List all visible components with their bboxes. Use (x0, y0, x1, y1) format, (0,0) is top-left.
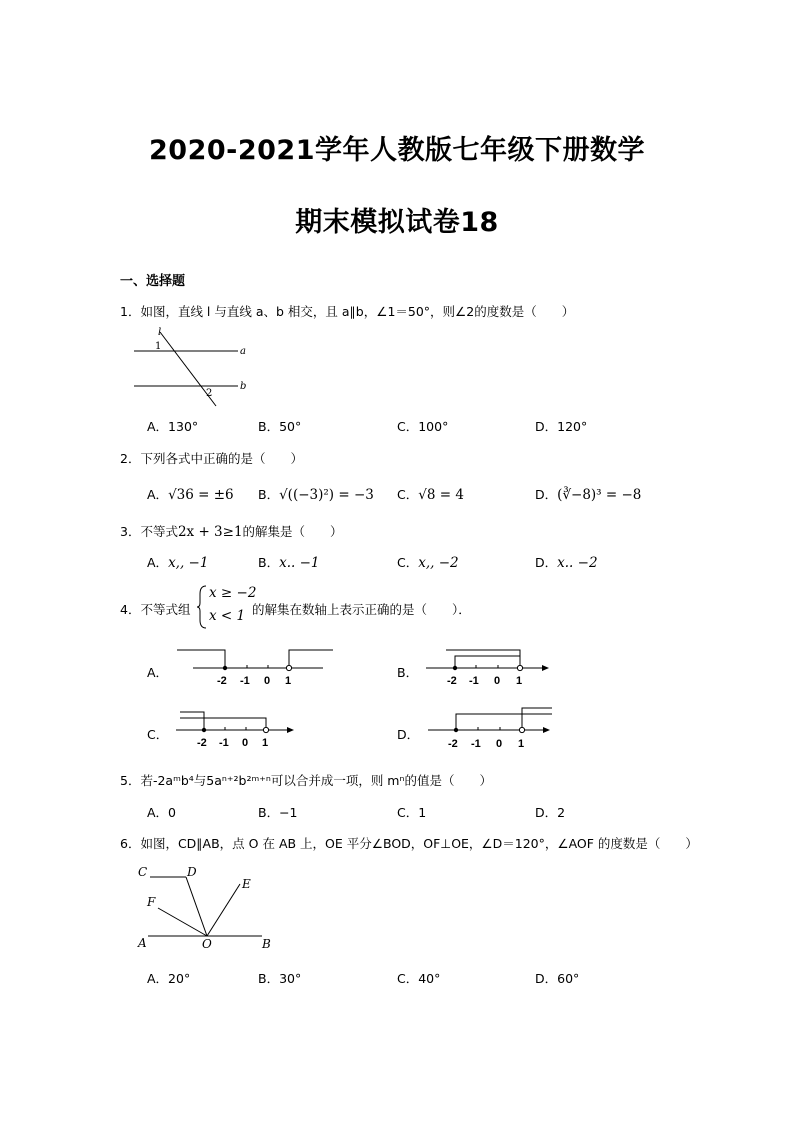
section-heading: 一、选择题 (120, 274, 186, 289)
fig6-label-o: O (202, 937, 212, 951)
q2-option-d[interactable]: D．(∛−8)³ = −8 (535, 487, 642, 503)
svg-text:1: 1 (518, 738, 525, 750)
q4-brace (196, 584, 208, 630)
q3-option-d[interactable]: D．x.. −2 (535, 555, 598, 571)
q4-system-line-2: x < 1 (209, 608, 246, 624)
fig6-label-f: F (147, 895, 156, 909)
q6-option-a[interactable]: A．20° (147, 971, 191, 986)
q4-option-c-number-line[interactable] (172, 708, 298, 752)
q4-option-b-label[interactable]: B． (397, 665, 419, 680)
svg-text:-2: -2 (447, 675, 457, 687)
svg-text:0: 0 (264, 675, 271, 687)
q4-option-b-number-line[interactable] (424, 644, 552, 688)
svg-text:0: 0 (242, 737, 249, 749)
q5-option-c[interactable]: C．1 (397, 805, 427, 820)
fig1-label-l: l (158, 327, 162, 338)
fig1-label-2: 2 (206, 388, 213, 399)
svg-text:1: 1 (262, 737, 269, 749)
fig6-label-c: C (138, 865, 148, 879)
q5-option-d[interactable]: D．2 (535, 805, 566, 820)
svg-text:-1: -1 (219, 737, 229, 749)
q6-option-c[interactable]: C．40° (397, 971, 441, 986)
fig1-label-b: b (240, 381, 247, 392)
question-4-suffix: 的解集在数轴上表示正确的是（ ）． (252, 602, 471, 617)
svg-text:0: 0 (496, 738, 503, 750)
title-line-2: 期末模拟试卷18 (295, 207, 499, 238)
title-line-1: 2020-2021学年人教版七年级下册数学 (149, 135, 645, 166)
svg-text:-2: -2 (197, 737, 207, 749)
fig6-label-a: A (138, 936, 147, 950)
question-4-prefix: 4．不等式组 (120, 602, 191, 617)
question-5-text: 5．若-2aᵐb⁴与5aⁿ⁺²b²ᵐ⁺ⁿ可以合并成一项，则 mⁿ的值是（ ） (120, 773, 492, 788)
question-1-text: 1．如图，直线 l 与直线 a、b 相交，且 a∥b，∠1＝50°，则∠2的度数是（ ） (120, 304, 575, 319)
q4-option-c-label[interactable]: C． (147, 727, 169, 742)
q2-option-b-expr: √((−3)²) = −3 (279, 487, 374, 503)
fig1-label-1: 1 (155, 341, 162, 352)
question-2-text: 2．下列各式中正确的是（ ） (120, 451, 303, 466)
q2-option-a[interactable]: A．√36 = ±6 (147, 487, 234, 503)
svg-text:1: 1 (516, 675, 523, 687)
fig6-label-d: D (187, 865, 197, 879)
svg-text:-1: -1 (471, 738, 481, 750)
q1-option-b[interactable]: B．50° (258, 419, 302, 434)
q4-option-d-label[interactable]: D． (397, 727, 420, 742)
question-6-figure (136, 862, 276, 954)
fig6-label-b: B (262, 937, 271, 951)
q2-option-b[interactable]: B．√((−3)²) = −3 (258, 487, 374, 503)
q5-option-a[interactable]: A．0 (147, 805, 177, 820)
q3-option-a[interactable]: A．x,, −1 (147, 555, 209, 571)
fig6-label-e: E (242, 877, 251, 891)
q1-option-a[interactable]: A．130° (147, 419, 199, 434)
svg-text:0: 0 (494, 675, 501, 687)
q2-option-a-expr: √36 = ±6 (168, 487, 234, 503)
q3-inequality: 2x + 3≥1 (177, 524, 243, 540)
q1-option-c[interactable]: C．100° (397, 419, 449, 434)
svg-text:-2: -2 (448, 738, 458, 750)
q6-option-b[interactable]: B．30° (258, 971, 302, 986)
q4-option-d-number-line[interactable] (424, 706, 556, 752)
question-1-figure (128, 326, 258, 408)
question-6-text: 6．如图，CD∥AB，点 O 在 AB 上，OE 平分∠BOD，OF⊥OE，∠D＝120°，∠AOF 的度数是（ ） (120, 836, 698, 851)
fig1-label-a: a (240, 346, 246, 357)
svg-text:-1: -1 (240, 675, 250, 687)
q4-option-a-label[interactable]: A． (147, 665, 169, 680)
q6-option-d[interactable]: D．60° (535, 971, 580, 986)
q4-system-line-1: x ≥ −2 (209, 585, 257, 601)
svg-text:-2: -2 (217, 675, 227, 687)
q2-option-c[interactable]: C．√8 = 4 (397, 487, 464, 503)
q1-option-d[interactable]: D．120° (535, 419, 588, 434)
q4-option-a-number-line[interactable] (175, 644, 337, 688)
q3-option-b[interactable]: B．x.. −1 (258, 555, 320, 571)
svg-text:-1: -1 (469, 675, 479, 687)
q2-option-c-expr: √8 = 4 (418, 487, 464, 503)
q5-option-b[interactable]: B．−1 (258, 805, 298, 820)
q2-option-d-expr: (∛−8)³ = −8 (557, 487, 642, 503)
q3-option-c[interactable]: C．x,, −2 (397, 555, 459, 571)
svg-text:1: 1 (285, 675, 292, 687)
question-3-text: 3．不等式2x + 3≥1的解集是（ ） (120, 524, 343, 540)
